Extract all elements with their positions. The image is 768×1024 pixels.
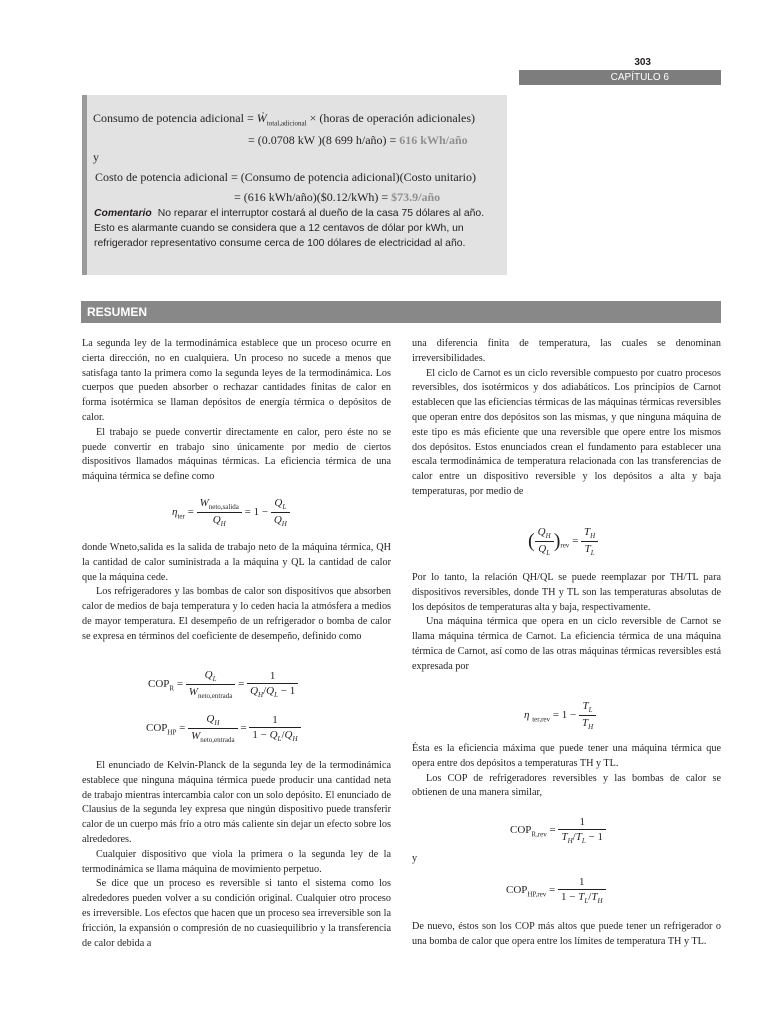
carnot-ratio-equation: ( $\frac{Q_H}{Q_L}$ )$_{rev}$ = $\frac{T_H}{T_L}$ xyxy=(528,526,598,557)
costo-calc xyxy=(234,190,440,205)
chapter-label: CAPÍTULO 6 xyxy=(519,71,721,85)
right-column-bottom xyxy=(412,920,721,950)
consumo-label: Consumo de potencia adicional xyxy=(93,111,244,125)
left-paragraph-3: donde Wneto,salida es la salida de trabajo neto de la máquina térmica, QH la cantidad de calor suministrada a la máquina y QL la cantidad de calor que la máquina cede. xyxy=(82,542,391,583)
left-paragraph-5: El enunciado de Kelvin-Planck de la segunda ley de la termodinámica establece que ninguna máquina térmica puede producir una cantidad neta de trabajo mientras intercambia calor con un solo depósito. El enunciado de Clausius de la segunda ley expresa que ningún dispositivo puede transferir calor de un cuerpo más frío a otro más caliente sin dejar un efecto sobre los alrededores. xyxy=(82,760,391,845)
page-header xyxy=(519,56,721,85)
cop-r-rev-equation: $COP_{R,rev}$ = $\frac{1}{T_H/T_L - 1}$ xyxy=(510,816,606,845)
right-column-mid xyxy=(412,571,721,675)
page-number: 303 xyxy=(634,57,651,68)
right-paragraph-3: Por lo tanto, la relación QH/QL se puede reemplazar por TH/TL para dispositivos reversibles, donde TH y TL son las temperaturas absolutas de los depósitos de temperaturas alta y baja, respectivamente. xyxy=(412,572,721,613)
cop-hp-equation: $COP_{HP}$ = $\frac{Q_H}{W_{neto,entrada}}$ = $\frac{1}{1 - Q_L/Q_H}$ xyxy=(146,713,301,744)
right-paragraph-2: El ciclo de Carnot es un ciclo reversible compuesto por cuatro procesos reversibles, dos isotérmicos y dos adiabáticos. Los principios de Carnot establecen que las eficiencias térmicas de las máquinas térmicas reversibles que operan entre dos depósitos son las mismas, y que ninguna máquina de este tipo es más eficiente que una reversible que opere entre los mismos dos depósitos. Estos enunciados crean el fundamento para establecer una escala termodinámica de temperatura relacionada con las transferencias de calor entre un dispositivo reversible y los depósitos a alta y baja temperaturas, por medio de xyxy=(412,367,721,497)
right-paragraph-5: Ésta es la eficiencia máxima que puede tener una máquina térmica que opera entre dos depósitos a temperaturas TH y TL. xyxy=(412,743,721,769)
left-column-top xyxy=(82,337,391,485)
section-title: RESUMEN xyxy=(87,305,148,319)
left-paragraph-4: Los refrigeradores y las bombas de calor son dispositivos que absorben calor de medios de baja temperatura y lo ceden hacia la atmósfera a medios de mayor temperatura. El desempeño de un refrigerador o bomba de calor se expresa en términos del coeficiente de desempeño, definido como xyxy=(82,586,391,642)
consumo-equation: Consumo de potencia adicional = Ẇ$_{total,adicional}$ × (horas de operación adicionales) xyxy=(93,111,475,128)
cop-hp-rev-equation: $COP_{HP,rev}$ = $\frac{1}{1 - T_L/T_H}$ xyxy=(506,876,606,905)
comment-paragraph xyxy=(94,206,504,251)
consumo-result: 616 kWh/año xyxy=(399,133,468,147)
right-paragraph-7: De nuevo, éstos son los COP más altos que puede tener un refrigerador o una bomba de calor que opera entre los límites de temperatura TH y TL. xyxy=(412,921,721,947)
costo-equation: Costo de potencia adicional = (Consumo de potencia adicional)(Costo unitario) xyxy=(95,170,477,184)
left-paragraph-7: Se dice que un proceso es reversible si tanto el sistema como los alrededores pueden volver a su condición original. Cualquier otro proceso es irreversible. Los efectos que hacen que un proceso sea irreversible son la fricción, la expansión o compresión de no cuasiequilibrio y la transferencia de calor debida a xyxy=(82,878,391,949)
left-column-bottom xyxy=(82,759,391,951)
left-column-mid xyxy=(82,541,391,645)
right-paragraph-6: Los COP de refrigeradores reversibles y las bombas de calor se obtienen de una manera similar, xyxy=(412,772,721,799)
example-box xyxy=(82,95,507,275)
thermal-efficiency-equation: $\eta_{ter}$ = $\frac{W_{neto,salida}}{Q_H}$ = 1 − $\frac{Q_L}{Q_H}$ xyxy=(172,497,290,528)
consumo-calc xyxy=(248,133,468,148)
consumo-rhs2: = (0.0708 kW )(8 699 h/año) = xyxy=(248,133,397,147)
carnot-efficiency-equation: η $_{ter,rev}$ = 1 − $\frac{T_L}{T_H}$ xyxy=(524,700,596,731)
left-paragraph-6: Cualquier dispositivo que viola la primera o la segunda ley de la termodinámica se llama máquina de movimiento perpetuo. xyxy=(82,848,391,875)
comment-text: No reparar el interruptor costará al dueño de la casa 75 dólares al año. Esto es alarmante cuando se considera que a 12 centavos de dólar por kWh, un refrigerador representativo consume cerca de 100 dólares de electricidad al año. xyxy=(94,208,485,249)
costo-result: $73.9/año xyxy=(391,190,441,204)
conjunction-y-right: y xyxy=(412,853,418,864)
cop-r-equation: $COP_R$ = $\frac{Q_L}{W_{neto,entrada}}$ = $\frac{1}{Q_H/Q_L - 1}$ xyxy=(148,669,298,700)
example-box-accent xyxy=(82,95,87,275)
right-paragraph-4: Una máquina térmica que opera en un ciclo reversible de Carnot se llama máquina térmica de Carnot. La eficiencia térmica de una máquina térmica de Carnot, así como de las otras máquinas térmicas reversibles está expresada por xyxy=(412,616,721,672)
comment-label: Comentario xyxy=(94,208,152,219)
section-title-bar xyxy=(81,301,721,323)
costo-rhs: = (616 kWh/año)($0.12/kWh) = xyxy=(234,190,389,204)
conjunction-y: y xyxy=(93,150,99,164)
right-paragraph-1: una diferencia finita de temperatura, las cuales se denominan irreversibilidades. xyxy=(412,338,721,364)
right-column-lower xyxy=(412,742,721,801)
right-column-top xyxy=(412,337,721,500)
left-paragraph-2: El trabajo se puede convertir directamente en calor, pero éste no se puede convertir en trabajo sino únicamente por medio de ciertos dispositivos llamados máquinas térmicas. La eficiencia térmica de una máquina térmica se define como xyxy=(82,426,391,483)
consumo-rhs1: (horas de operación adicionales) xyxy=(319,111,475,125)
left-paragraph-1: La segunda ley de la termodinámica establece que un proceso ocurre en cierta dirección, no en cualquiera. Un proceso no sucede a menos que satisfaga tanto la primera como la segunda leyes de la termodinámica. Los cuerpos que pueden absorber o rechazar cantidades finitas de calor en forma isotérmica se llaman depósitos de energía térmica o depósitos de calor. xyxy=(82,338,391,423)
